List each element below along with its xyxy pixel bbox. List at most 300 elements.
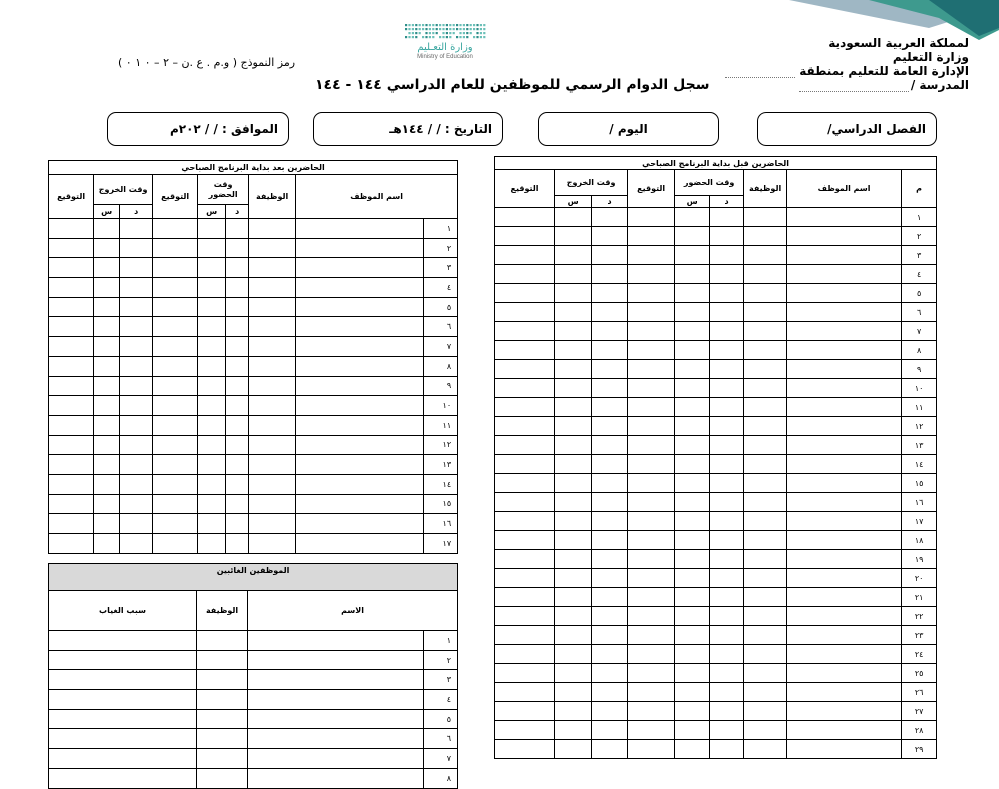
table-cell[interactable] bbox=[94, 258, 120, 278]
table-cell[interactable] bbox=[555, 265, 592, 284]
table-cell[interactable] bbox=[592, 740, 628, 759]
table-cell[interactable] bbox=[198, 514, 226, 534]
table-cell[interactable] bbox=[495, 721, 555, 740]
table-cell[interactable] bbox=[495, 246, 555, 265]
table-cell[interactable] bbox=[49, 396, 94, 416]
table-cell[interactable] bbox=[495, 379, 555, 398]
table-cell[interactable] bbox=[153, 219, 198, 239]
table-cell[interactable] bbox=[249, 494, 296, 514]
table-cell[interactable] bbox=[249, 337, 296, 357]
table-cell[interactable] bbox=[226, 376, 249, 396]
table-cell[interactable] bbox=[120, 278, 153, 298]
table-cell[interactable] bbox=[153, 494, 198, 514]
table-cell[interactable] bbox=[226, 238, 249, 258]
table-cell[interactable] bbox=[592, 303, 628, 322]
table-cell[interactable] bbox=[197, 768, 248, 788]
table-cell[interactable] bbox=[592, 265, 628, 284]
table-cell[interactable] bbox=[744, 417, 787, 436]
table-cell[interactable] bbox=[249, 278, 296, 298]
table-cell[interactable] bbox=[555, 436, 592, 455]
table-cell[interactable] bbox=[744, 607, 787, 626]
table-cell[interactable] bbox=[296, 455, 424, 475]
table-cell[interactable] bbox=[744, 550, 787, 569]
table-cell[interactable] bbox=[555, 512, 592, 531]
table-cell[interactable] bbox=[198, 415, 226, 435]
table-cell[interactable] bbox=[296, 435, 424, 455]
table-cell[interactable] bbox=[628, 246, 675, 265]
table-cell[interactable] bbox=[710, 379, 744, 398]
table-cell[interactable] bbox=[120, 455, 153, 475]
table-cell[interactable] bbox=[787, 626, 902, 645]
table-cell[interactable] bbox=[94, 415, 120, 435]
table-cell[interactable] bbox=[197, 729, 248, 749]
table-cell[interactable] bbox=[710, 588, 744, 607]
table-cell[interactable] bbox=[120, 317, 153, 337]
table-cell[interactable] bbox=[249, 356, 296, 376]
table-cell[interactable] bbox=[226, 396, 249, 416]
table-cell[interactable] bbox=[249, 396, 296, 416]
table-cell[interactable] bbox=[675, 455, 710, 474]
table-cell[interactable] bbox=[94, 337, 120, 357]
table-cell[interactable] bbox=[710, 626, 744, 645]
table-cell[interactable] bbox=[675, 664, 710, 683]
table-cell[interactable] bbox=[710, 455, 744, 474]
table-cell[interactable] bbox=[592, 588, 628, 607]
table-cell[interactable] bbox=[787, 607, 902, 626]
table-cell[interactable] bbox=[710, 721, 744, 740]
table-cell[interactable] bbox=[744, 626, 787, 645]
table-cell[interactable] bbox=[675, 683, 710, 702]
table-cell[interactable] bbox=[198, 258, 226, 278]
table-cell[interactable] bbox=[592, 246, 628, 265]
table-cell[interactable] bbox=[555, 379, 592, 398]
table-cell[interactable] bbox=[592, 322, 628, 341]
table-cell[interactable] bbox=[120, 238, 153, 258]
table-cell[interactable] bbox=[49, 474, 94, 494]
table-cell[interactable] bbox=[675, 360, 710, 379]
table-cell[interactable] bbox=[744, 493, 787, 512]
table-cell[interactable] bbox=[628, 702, 675, 721]
table-cell[interactable] bbox=[495, 265, 555, 284]
table-cell[interactable] bbox=[675, 246, 710, 265]
table-cell[interactable] bbox=[495, 569, 555, 588]
table-cell[interactable] bbox=[296, 494, 424, 514]
table-cell[interactable] bbox=[555, 607, 592, 626]
table-cell[interactable] bbox=[94, 474, 120, 494]
table-cell[interactable] bbox=[49, 415, 94, 435]
table-cell[interactable] bbox=[592, 474, 628, 493]
table-cell[interactable] bbox=[675, 740, 710, 759]
table-cell[interactable] bbox=[296, 297, 424, 317]
day-field[interactable]: اليوم / bbox=[538, 112, 719, 146]
table-cell[interactable] bbox=[49, 317, 94, 337]
table-cell[interactable] bbox=[226, 297, 249, 317]
table-cell[interactable] bbox=[495, 550, 555, 569]
table-cell[interactable] bbox=[49, 709, 197, 729]
table-cell[interactable] bbox=[248, 768, 424, 788]
table-cell[interactable] bbox=[675, 569, 710, 588]
table-cell[interactable] bbox=[710, 303, 744, 322]
table-cell[interactable] bbox=[592, 626, 628, 645]
table-cell[interactable] bbox=[226, 219, 249, 239]
table-cell[interactable] bbox=[787, 645, 902, 664]
table-cell[interactable] bbox=[710, 645, 744, 664]
table-cell[interactable] bbox=[787, 360, 902, 379]
table-cell[interactable] bbox=[592, 569, 628, 588]
table-cell[interactable] bbox=[744, 379, 787, 398]
table-cell[interactable] bbox=[120, 514, 153, 534]
table-cell[interactable] bbox=[49, 376, 94, 396]
table-cell[interactable] bbox=[675, 493, 710, 512]
table-cell[interactable] bbox=[296, 415, 424, 435]
table-cell[interactable] bbox=[49, 238, 94, 258]
table-cell[interactable] bbox=[198, 337, 226, 357]
table-cell[interactable] bbox=[226, 317, 249, 337]
table-cell[interactable] bbox=[198, 356, 226, 376]
table-cell[interactable] bbox=[249, 258, 296, 278]
table-cell[interactable] bbox=[495, 512, 555, 531]
table-cell[interactable] bbox=[744, 664, 787, 683]
table-cell[interactable] bbox=[153, 514, 198, 534]
table-cell[interactable] bbox=[555, 645, 592, 664]
table-cell[interactable] bbox=[628, 626, 675, 645]
table-cell[interactable] bbox=[710, 284, 744, 303]
table-cell[interactable] bbox=[249, 415, 296, 435]
table-cell[interactable] bbox=[628, 379, 675, 398]
table-cell[interactable] bbox=[628, 607, 675, 626]
table-cell[interactable] bbox=[787, 436, 902, 455]
table-cell[interactable] bbox=[555, 303, 592, 322]
table-cell[interactable] bbox=[744, 360, 787, 379]
table-cell[interactable] bbox=[248, 650, 424, 670]
table-cell[interactable] bbox=[198, 278, 226, 298]
table-cell[interactable] bbox=[592, 702, 628, 721]
table-cell[interactable] bbox=[120, 297, 153, 317]
table-cell[interactable] bbox=[120, 356, 153, 376]
table-cell[interactable] bbox=[495, 227, 555, 246]
table-cell[interactable] bbox=[592, 607, 628, 626]
table-cell[interactable] bbox=[744, 208, 787, 227]
table-cell[interactable] bbox=[249, 238, 296, 258]
table-cell[interactable] bbox=[226, 494, 249, 514]
table-cell[interactable] bbox=[555, 360, 592, 379]
table-cell[interactable] bbox=[675, 588, 710, 607]
table-cell[interactable] bbox=[744, 474, 787, 493]
table-cell[interactable] bbox=[49, 749, 197, 769]
table-cell[interactable] bbox=[153, 297, 198, 317]
table-cell[interactable] bbox=[744, 740, 787, 759]
table-cell[interactable] bbox=[49, 670, 197, 690]
table-cell[interactable] bbox=[296, 317, 424, 337]
table-cell[interactable] bbox=[592, 417, 628, 436]
table-cell[interactable] bbox=[296, 396, 424, 416]
table-cell[interactable] bbox=[710, 322, 744, 341]
table-cell[interactable] bbox=[592, 360, 628, 379]
table-cell[interactable] bbox=[628, 455, 675, 474]
table-cell[interactable] bbox=[153, 376, 198, 396]
table-cell[interactable] bbox=[49, 534, 94, 554]
table-cell[interactable] bbox=[744, 702, 787, 721]
table-cell[interactable] bbox=[296, 356, 424, 376]
table-cell[interactable] bbox=[592, 208, 628, 227]
table-cell[interactable] bbox=[710, 493, 744, 512]
table-cell[interactable] bbox=[555, 398, 592, 417]
table-cell[interactable] bbox=[198, 474, 226, 494]
table-cell[interactable] bbox=[120, 258, 153, 278]
table-cell[interactable] bbox=[249, 474, 296, 494]
table-cell[interactable] bbox=[226, 258, 249, 278]
table-cell[interactable] bbox=[555, 702, 592, 721]
table-cell[interactable] bbox=[495, 702, 555, 721]
table-cell[interactable] bbox=[628, 436, 675, 455]
table-cell[interactable] bbox=[592, 436, 628, 455]
semester-field[interactable]: الفصل الدراسي/ bbox=[757, 112, 937, 146]
table-cell[interactable] bbox=[592, 379, 628, 398]
table-cell[interactable] bbox=[49, 631, 197, 651]
table-cell[interactable] bbox=[555, 284, 592, 303]
table-cell[interactable] bbox=[675, 322, 710, 341]
table-cell[interactable] bbox=[787, 550, 902, 569]
table-cell[interactable] bbox=[744, 512, 787, 531]
table-cell[interactable] bbox=[249, 219, 296, 239]
table-cell[interactable] bbox=[153, 356, 198, 376]
table-cell[interactable] bbox=[675, 265, 710, 284]
table-cell[interactable] bbox=[787, 227, 902, 246]
table-cell[interactable] bbox=[153, 474, 198, 494]
table-cell[interactable] bbox=[675, 721, 710, 740]
table-cell[interactable] bbox=[94, 435, 120, 455]
table-cell[interactable] bbox=[787, 683, 902, 702]
table-cell[interactable] bbox=[197, 670, 248, 690]
table-cell[interactable] bbox=[744, 683, 787, 702]
gregorian-date-field[interactable]: الموافق : / / ٢٠٢م bbox=[107, 112, 289, 146]
table-cell[interactable] bbox=[744, 303, 787, 322]
table-cell[interactable] bbox=[198, 219, 226, 239]
table-cell[interactable] bbox=[592, 493, 628, 512]
table-cell[interactable] bbox=[495, 493, 555, 512]
table-cell[interactable] bbox=[710, 246, 744, 265]
table-cell[interactable] bbox=[226, 435, 249, 455]
table-cell[interactable] bbox=[628, 493, 675, 512]
table-cell[interactable] bbox=[120, 474, 153, 494]
table-cell[interactable] bbox=[787, 493, 902, 512]
table-cell[interactable] bbox=[592, 683, 628, 702]
table-cell[interactable] bbox=[49, 514, 94, 534]
table-cell[interactable] bbox=[296, 376, 424, 396]
table-cell[interactable] bbox=[628, 360, 675, 379]
table-cell[interactable] bbox=[94, 494, 120, 514]
table-cell[interactable] bbox=[226, 455, 249, 475]
table-cell[interactable] bbox=[495, 284, 555, 303]
table-cell[interactable] bbox=[198, 494, 226, 514]
table-cell[interactable] bbox=[710, 227, 744, 246]
table-cell[interactable] bbox=[249, 435, 296, 455]
table-cell[interactable] bbox=[675, 227, 710, 246]
table-cell[interactable] bbox=[153, 534, 198, 554]
table-cell[interactable] bbox=[710, 208, 744, 227]
table-cell[interactable] bbox=[153, 415, 198, 435]
table-cell[interactable] bbox=[710, 740, 744, 759]
table-cell[interactable] bbox=[787, 246, 902, 265]
table-cell[interactable] bbox=[120, 435, 153, 455]
table-cell[interactable] bbox=[49, 494, 94, 514]
table-cell[interactable] bbox=[94, 238, 120, 258]
table-cell[interactable] bbox=[153, 455, 198, 475]
table-cell[interactable] bbox=[248, 749, 424, 769]
table-cell[interactable] bbox=[710, 417, 744, 436]
table-cell[interactable] bbox=[153, 317, 198, 337]
table-cell[interactable] bbox=[675, 531, 710, 550]
table-cell[interactable] bbox=[226, 474, 249, 494]
table-cell[interactable] bbox=[153, 337, 198, 357]
table-cell[interactable] bbox=[675, 284, 710, 303]
table-cell[interactable] bbox=[592, 645, 628, 664]
table-cell[interactable] bbox=[495, 607, 555, 626]
table-cell[interactable] bbox=[248, 690, 424, 710]
table-cell[interactable] bbox=[744, 455, 787, 474]
table-cell[interactable] bbox=[787, 322, 902, 341]
table-cell[interactable] bbox=[495, 341, 555, 360]
table-cell[interactable] bbox=[628, 265, 675, 284]
table-cell[interactable] bbox=[628, 588, 675, 607]
table-cell[interactable] bbox=[787, 379, 902, 398]
table-cell[interactable] bbox=[628, 341, 675, 360]
table-cell[interactable] bbox=[120, 494, 153, 514]
table-cell[interactable] bbox=[710, 474, 744, 493]
table-cell[interactable] bbox=[555, 474, 592, 493]
table-cell[interactable] bbox=[744, 436, 787, 455]
table-cell[interactable] bbox=[675, 626, 710, 645]
table-cell[interactable] bbox=[675, 379, 710, 398]
table-cell[interactable] bbox=[710, 398, 744, 417]
table-cell[interactable] bbox=[153, 435, 198, 455]
table-cell[interactable] bbox=[787, 265, 902, 284]
table-cell[interactable] bbox=[226, 514, 249, 534]
table-cell[interactable] bbox=[120, 396, 153, 416]
table-cell[interactable] bbox=[120, 415, 153, 435]
table-cell[interactable] bbox=[787, 569, 902, 588]
table-cell[interactable] bbox=[226, 415, 249, 435]
table-cell[interactable] bbox=[495, 645, 555, 664]
table-cell[interactable] bbox=[249, 455, 296, 475]
table-cell[interactable] bbox=[555, 208, 592, 227]
table-cell[interactable] bbox=[744, 645, 787, 664]
table-cell[interactable] bbox=[787, 531, 902, 550]
table-cell[interactable] bbox=[744, 531, 787, 550]
table-cell[interactable] bbox=[675, 398, 710, 417]
table-cell[interactable] bbox=[197, 749, 248, 769]
table-cell[interactable] bbox=[710, 569, 744, 588]
table-cell[interactable] bbox=[628, 531, 675, 550]
table-cell[interactable] bbox=[628, 721, 675, 740]
table-cell[interactable] bbox=[592, 227, 628, 246]
table-cell[interactable] bbox=[94, 219, 120, 239]
table-cell[interactable] bbox=[197, 631, 248, 651]
table-cell[interactable] bbox=[592, 512, 628, 531]
table-cell[interactable] bbox=[710, 512, 744, 531]
table-cell[interactable] bbox=[675, 645, 710, 664]
table-cell[interactable] bbox=[710, 360, 744, 379]
table-cell[interactable] bbox=[248, 729, 424, 749]
table-cell[interactable] bbox=[628, 284, 675, 303]
table-cell[interactable] bbox=[296, 238, 424, 258]
table-cell[interactable] bbox=[94, 396, 120, 416]
table-cell[interactable] bbox=[787, 664, 902, 683]
table-cell[interactable] bbox=[555, 740, 592, 759]
table-cell[interactable] bbox=[197, 650, 248, 670]
table-cell[interactable] bbox=[710, 265, 744, 284]
table-cell[interactable] bbox=[555, 588, 592, 607]
table-cell[interactable] bbox=[198, 534, 226, 554]
table-cell[interactable] bbox=[94, 278, 120, 298]
table-cell[interactable] bbox=[555, 493, 592, 512]
table-cell[interactable] bbox=[628, 512, 675, 531]
table-cell[interactable] bbox=[787, 284, 902, 303]
table-cell[interactable] bbox=[555, 569, 592, 588]
table-cell[interactable] bbox=[49, 278, 94, 298]
table-cell[interactable] bbox=[49, 455, 94, 475]
table-cell[interactable] bbox=[49, 219, 94, 239]
table-cell[interactable] bbox=[49, 297, 94, 317]
table-cell[interactable] bbox=[787, 588, 902, 607]
table-cell[interactable] bbox=[249, 534, 296, 554]
table-cell[interactable] bbox=[555, 227, 592, 246]
table-cell[interactable] bbox=[675, 208, 710, 227]
table-cell[interactable] bbox=[787, 303, 902, 322]
table-cell[interactable] bbox=[628, 227, 675, 246]
table-cell[interactable] bbox=[296, 474, 424, 494]
table-cell[interactable] bbox=[675, 436, 710, 455]
table-cell[interactable] bbox=[592, 398, 628, 417]
table-cell[interactable] bbox=[198, 455, 226, 475]
table-cell[interactable] bbox=[153, 258, 198, 278]
table-cell[interactable] bbox=[555, 246, 592, 265]
table-cell[interactable] bbox=[153, 396, 198, 416]
table-cell[interactable] bbox=[555, 550, 592, 569]
table-cell[interactable] bbox=[495, 360, 555, 379]
table-cell[interactable] bbox=[249, 317, 296, 337]
table-cell[interactable] bbox=[94, 376, 120, 396]
table-cell[interactable] bbox=[592, 531, 628, 550]
table-cell[interactable] bbox=[555, 322, 592, 341]
table-cell[interactable] bbox=[495, 531, 555, 550]
table-cell[interactable] bbox=[710, 341, 744, 360]
table-cell[interactable] bbox=[710, 531, 744, 550]
table-cell[interactable] bbox=[628, 322, 675, 341]
table-cell[interactable] bbox=[628, 208, 675, 227]
table-cell[interactable] bbox=[628, 683, 675, 702]
table-cell[interactable] bbox=[226, 534, 249, 554]
table-cell[interactable] bbox=[628, 474, 675, 493]
table-cell[interactable] bbox=[198, 238, 226, 258]
table-cell[interactable] bbox=[120, 376, 153, 396]
table-cell[interactable] bbox=[495, 398, 555, 417]
table-cell[interactable] bbox=[94, 514, 120, 534]
table-cell[interactable] bbox=[249, 297, 296, 317]
table-cell[interactable] bbox=[787, 474, 902, 493]
table-cell[interactable] bbox=[198, 396, 226, 416]
table-cell[interactable] bbox=[49, 435, 94, 455]
table-cell[interactable] bbox=[296, 219, 424, 239]
table-cell[interactable] bbox=[94, 317, 120, 337]
table-cell[interactable] bbox=[198, 317, 226, 337]
table-cell[interactable] bbox=[495, 588, 555, 607]
table-cell[interactable] bbox=[495, 683, 555, 702]
table-cell[interactable] bbox=[94, 455, 120, 475]
table-cell[interactable] bbox=[592, 284, 628, 303]
table-cell[interactable] bbox=[94, 534, 120, 554]
table-cell[interactable] bbox=[296, 534, 424, 554]
